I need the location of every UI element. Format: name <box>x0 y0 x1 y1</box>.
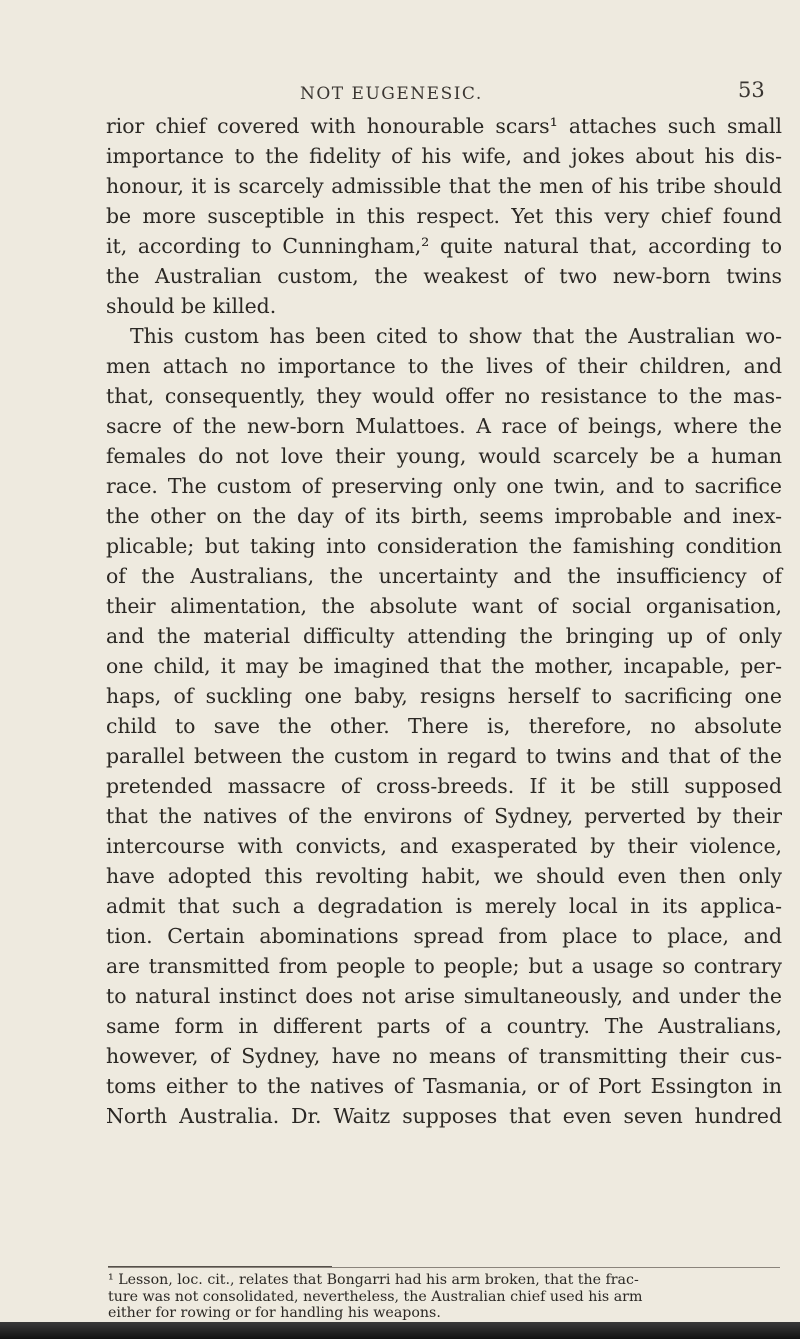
body-line: the other on the day of its birth, seems improbable and inex- <box>106 504 782 528</box>
footnote-line: either for rowing or for handling his weapons. <box>108 1305 441 1321</box>
body-line: pretended massacre of cross-breeds. If it be still supposed <box>106 774 782 798</box>
body-line: females do not love their young, would scarcely be a human <box>106 444 782 468</box>
body-line: admit that such a degradation is merely local in its applica- <box>106 894 782 918</box>
body-text <box>106 111 782 1131</box>
body-line: men attach no importance to the lives of their children, and <box>106 354 782 378</box>
body-line: be more susceptible in this respect. Yet this very chief found <box>106 204 782 228</box>
footnote-line: ¹ Lesson, loc. cit., relates that Bongarri had his arm broken, that the frac- <box>108 1272 639 1288</box>
body-line: tion. Certain abominations spread from place to place, and <box>106 924 782 948</box>
body-line: it, according to Cunningham,² quite natural that, according to <box>106 234 782 258</box>
body-line: North Australia. Dr. Waitz supposes that even seven hundred <box>106 1104 782 1128</box>
body-line: the Australian custom, the weakest of two new-born twins <box>106 264 782 288</box>
body-line: are transmitted from people to people; but a usage so contrary <box>106 954 782 978</box>
body-line: child to save the other. There is, therefore, no absolute <box>106 714 782 738</box>
body-line: parallel between the custom in regard to twins and that of the <box>106 744 782 768</box>
body-line: that, consequently, they would offer no resistance to the mas- <box>106 384 782 408</box>
body-line: plicable; but taking into consideration the famishing condition <box>106 534 782 558</box>
body-line: should be killed. <box>106 294 277 318</box>
body-line: rior chief covered with honourable scars¹ attaches such small <box>106 114 782 138</box>
body-line: sacre of the new-born Mulattoes. A race of beings, where the <box>106 414 782 438</box>
page-number: 53 <box>738 78 765 102</box>
body-line: to natural instinct does not arise simultaneously, and under the <box>106 984 782 1008</box>
body-line: same form in different parts of a country. The Australians, <box>106 1014 782 1038</box>
body-line: importance to the fidelity of his wife, and jokes about his dis- <box>106 144 782 168</box>
body-line: haps, of suckling one baby, resigns herself to sacrificing one <box>106 684 782 708</box>
body-line: and the material difficulty attending the bringing up of only <box>106 624 782 648</box>
body-line: have adopted this revolting habit, we should even then only <box>106 864 782 888</box>
body-line: honour, it is scarcely admissible that the men of his tribe should <box>106 174 782 198</box>
body-line: This custom has been cited to show that the Australian wo- <box>130 324 782 348</box>
footnote-line: ture was not consolidated, nevertheless, the Australian chief used his arm <box>108 1288 643 1305</box>
body-line: one child, it may be imagined that the mother, incapable, per- <box>106 654 782 678</box>
body-line: toms either to the natives of Tasmania, or of Port Essington in <box>106 1074 782 1098</box>
body-line: that the natives of the environs of Sydney, perverted by their <box>106 804 782 828</box>
body-line: however, of Sydney, have no means of transmitting their cus- <box>106 1044 782 1068</box>
footnote-divider-faint <box>108 1267 780 1268</box>
running-head: NOT EUGENESIC. <box>300 84 483 104</box>
body-line: intercourse with convicts, and exasperated by their violence, <box>106 834 782 858</box>
body-line: of the Australians, the uncertainty and the insufficiency of <box>106 564 782 588</box>
scan-edge-shadow <box>0 1322 800 1339</box>
body-line: their alimentation, the absolute want of social organisation, <box>106 594 782 618</box>
body-line: race. The custom of preserving only one twin, and to sacrifice <box>106 474 782 498</box>
